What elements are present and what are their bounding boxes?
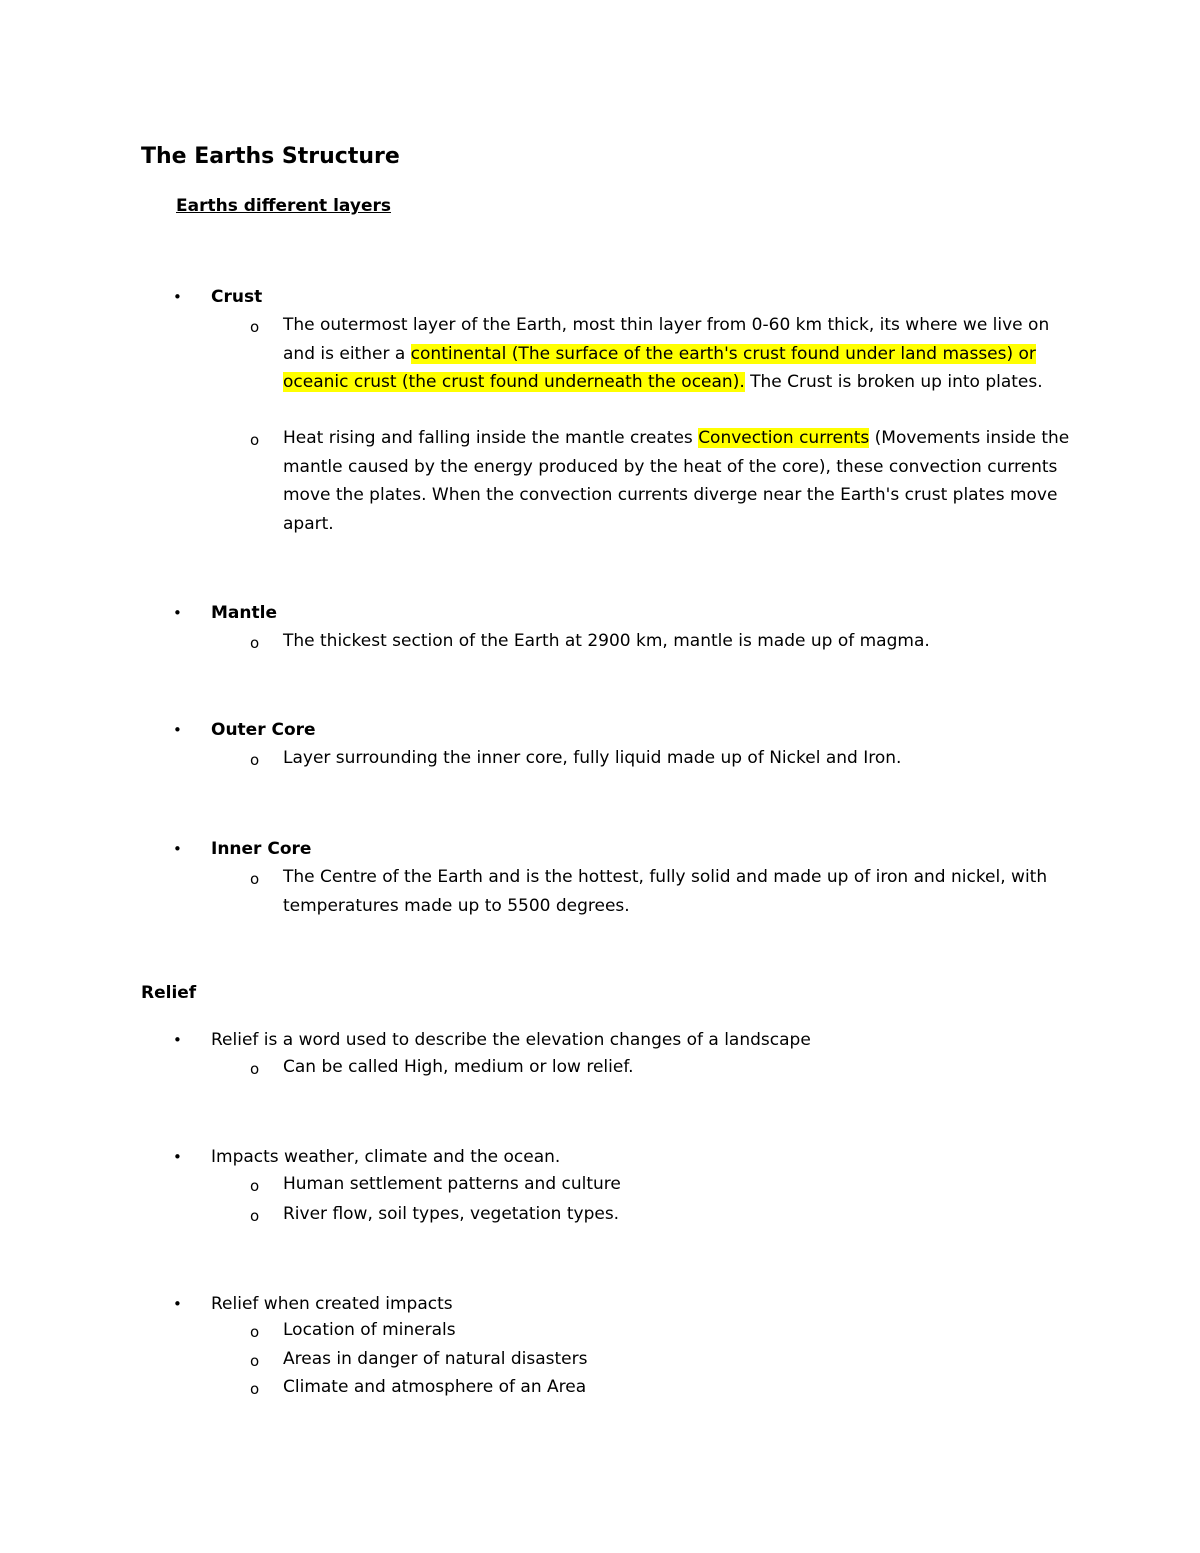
bullet-icon: •: [173, 1295, 182, 1313]
relief-item-1-point: Can be called High, medium or low relief.: [283, 1057, 634, 1077]
layer-outer-core-heading: Outer Core: [211, 720, 316, 740]
convection-highlight: Convection currents: [698, 428, 870, 448]
sub-bullet-icon: o: [250, 751, 260, 769]
relief-item-2: Impacts weather, climate and the ocean.: [211, 1147, 561, 1167]
bullet-icon: •: [173, 1148, 182, 1166]
relief-item-3-point-3: Climate and atmosphere of an Area: [283, 1377, 587, 1397]
relief-item-3: Relief when created impacts: [211, 1294, 453, 1314]
sub-bullet-icon: o: [250, 1323, 260, 1341]
sub-bullet-icon: o: [250, 1177, 260, 1195]
sub-bullet-icon: o: [250, 1207, 260, 1225]
sub-bullet-icon: o: [250, 870, 260, 888]
bullet-icon: •: [173, 604, 182, 622]
relief-item-1: Relief is a word used to describe the elevation changes of a landscape: [211, 1030, 811, 1050]
crust-point-2-after: (Movements inside the mantle caused by the energy produced by the heat of the core), these convection currents move the plates. When the convection currents diverge near the Earth's crust plates move apart.: [283, 428, 1070, 534]
sub-bullet-icon: o: [250, 318, 260, 336]
sub-bullet-icon: o: [250, 1060, 260, 1078]
crust-point-2-text: Heat rising and falling inside the mantle creates: [283, 428, 699, 448]
relief-item-3-point-2: Areas in danger of natural disasters: [283, 1349, 588, 1369]
bullet-icon: •: [173, 721, 182, 739]
sub-bullet-icon: o: [250, 431, 260, 449]
layer-crust-heading: Crust: [211, 287, 263, 307]
crust-point-1-text: The outermost layer of the Earth, most thin layer from 0-60 km thick, its where we live on and is either a: [283, 315, 1050, 364]
crust-point-2: [283, 424, 1083, 538]
relief-item-3-point-1: Location of minerals: [283, 1320, 456, 1340]
section-subheading: Earths different layers: [176, 196, 391, 216]
bullet-icon: •: [173, 840, 182, 858]
outer-core-point: Layer surrounding the inner core, fully liquid made up of Nickel and Iron.: [283, 748, 902, 768]
crust-point-1-after: The Crust is broken up into plates.: [744, 372, 1043, 393]
bullet-icon: •: [173, 1031, 182, 1049]
sub-bullet-icon: o: [250, 1380, 260, 1398]
sub-bullet-icon: o: [250, 1352, 260, 1370]
crust-point-1: [283, 311, 1083, 397]
mantle-point: The thickest section of the Earth at 2900 km, mantle is made up of magma.: [283, 631, 930, 651]
crust-highlight: continental (The surface of the earth's crust found under land masses) or oceanic crust (the crust found underneath the ocean).: [283, 343, 1036, 393]
inner-core-point: The Centre of the Earth and is the hottest, fully solid and made up of iron and nickel, with temperatures made up to 5500 degrees.: [283, 867, 1048, 916]
sub-bullet-icon: o: [250, 634, 260, 652]
page-title: The Earths Structure: [141, 144, 400, 169]
relief-item-2-point-1: Human settlement patterns and culture: [283, 1174, 621, 1194]
layer-mantle-heading: Mantle: [211, 603, 277, 623]
layer-inner-core-heading: Inner Core: [211, 839, 312, 859]
relief-item-2-point-2: River flow, soil types, vegetation types.: [283, 1204, 620, 1224]
bullet-icon: •: [173, 288, 182, 306]
relief-heading: Relief: [141, 983, 197, 1003]
